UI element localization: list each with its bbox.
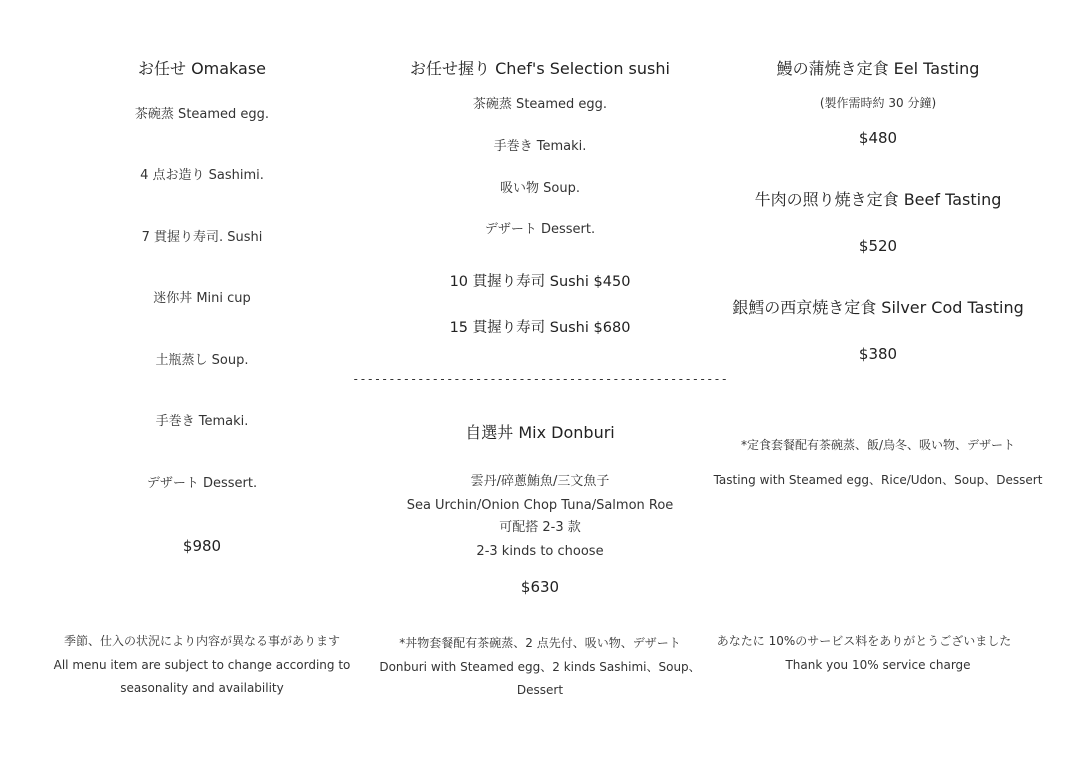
set-note-jp: *定食套餐配有茶碗蒸、飯/烏冬、吸い物、デザート: [740, 438, 1016, 452]
chef-selection-title: お任せ握り Chef's Selection sushi: [410, 59, 670, 78]
beef-tasting-title: 牛肉の照り焼き定食 Beef Tasting: [754, 190, 1002, 209]
chef-item-dessert: デザート Dessert.: [484, 222, 596, 237]
donburi-choose-en: 2-3 kinds to choose: [476, 544, 604, 559]
omakase-item-sashimi: 4 点お造り Sashimi.: [140, 168, 264, 183]
eel-tasting-price: $480: [858, 129, 898, 147]
chef-item-steamed-egg: 茶碗蒸 Steamed egg.: [472, 97, 608, 112]
omakase-title: お任せ Omakase: [137, 59, 267, 78]
middle-note-en-2: Dessert: [516, 683, 564, 697]
left-note-en-1: All menu item are subject to change according to: [53, 658, 351, 672]
donburi-title: 自選丼 Mix Donburi: [465, 423, 615, 442]
donburi-choose-jp: 可配搭 2-3 款: [499, 520, 581, 535]
divider-line: ----------------------------------------------------: [352, 372, 728, 386]
middle-note-en-1: Donburi with Steamed egg、2 kinds Sashimi、Soup、: [379, 660, 701, 674]
chef-item-temaki: 手巻き Temaki.: [493, 139, 587, 154]
omakase-price: $980: [182, 537, 222, 555]
beef-tasting-price: $520: [858, 237, 898, 255]
service-charge-note-en: Thank you 10% service charge: [785, 658, 971, 672]
omakase-item-steamed-egg: 茶碗蒸 Steamed egg.: [134, 107, 270, 122]
omakase-item-sushi: 7 貫握り寿司. Sushi: [141, 230, 263, 245]
middle-note-jp: *丼物套餐配有茶碗蒸、2 点先付、吸い物、デザート: [399, 636, 681, 650]
left-note-jp: 季節、仕入の状況により内容が異なる事があります: [63, 634, 341, 648]
donburi-options-jp: 雲丹/碎蔥鮪魚/三文魚子: [470, 474, 610, 489]
set-note-en: Tasting with Steamed egg、Rice/Udon、Soup、Dessert: [713, 473, 1043, 487]
donburi-price: $630: [520, 578, 560, 596]
left-note-en-2: seasonality and availability: [120, 681, 284, 695]
service-charge-note-jp: あなたに 10%のサービス料をありがとうございました: [716, 634, 1012, 648]
omakase-item-temaki: 手巻き Temaki.: [155, 414, 249, 429]
silver-cod-tasting-title: 銀鱈の西京焼き定食 Silver Cod Tasting: [732, 298, 1024, 317]
sushi-option-10: 10 貫握り寿司 Sushi $450: [449, 274, 631, 290]
omakase-item-dessert: デザート Dessert.: [146, 476, 258, 491]
chef-item-soup: 吸い物 Soup.: [500, 181, 580, 196]
silver-cod-tasting-price: $380: [858, 345, 898, 363]
eel-tasting-subtitle: (製作需時約 30 分鐘): [819, 96, 937, 110]
eel-tasting-title: 鰻の蒲焼き定食 Eel Tasting: [776, 59, 980, 78]
omakase-item-soup: 土瓶蒸し Soup.: [155, 353, 249, 368]
donburi-options-en: Sea Urchin/Onion Chop Tuna/Salmon Roe: [406, 498, 674, 513]
sushi-option-15: 15 貫握り寿司 Sushi $680: [449, 320, 631, 336]
omakase-item-mini-cup: 迷你丼 Mini cup: [153, 291, 251, 306]
